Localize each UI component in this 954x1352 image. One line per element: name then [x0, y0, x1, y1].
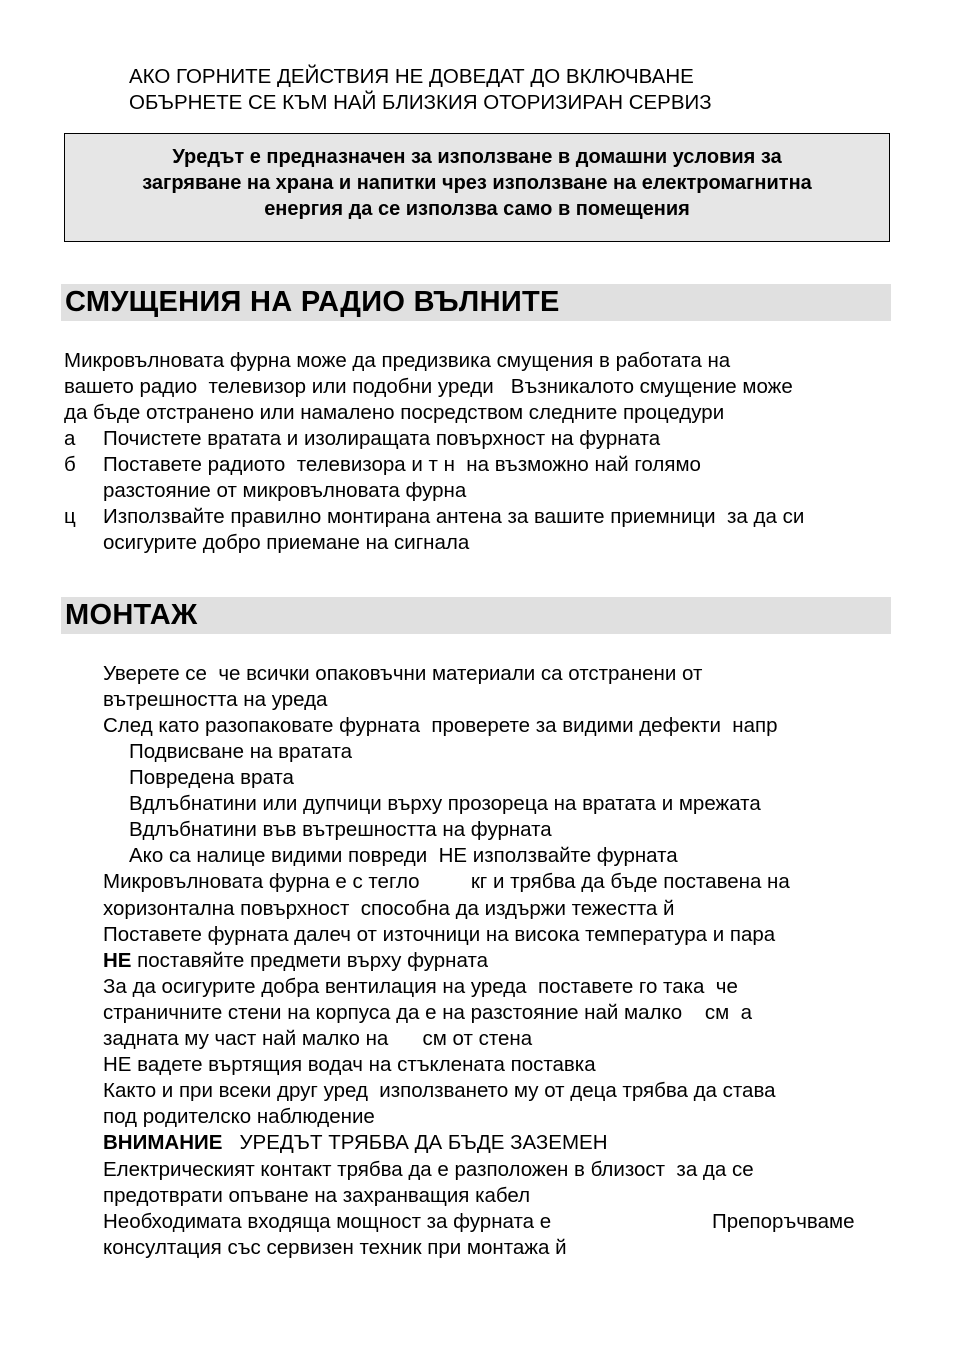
install-line-10: задната му част най малко на см от стена [103, 1027, 533, 1050]
install-line-4: Микровълновата фурна е с тегло кг и трябва да бъде поставена на [103, 870, 790, 893]
defect-item-5: Ако са налице видими повреди НЕ използвайте фурната [129, 844, 678, 867]
install-line-14 [103, 1130, 608, 1156]
install-line-18: консултация със сервизен техник при монтажа й [103, 1236, 567, 1259]
install-line-17a: Необходимата входяща мощност за фурната е [103, 1210, 552, 1233]
list-item-c-line-2: осигурите добро приемане на сигнала [103, 531, 470, 554]
defect-item-2: Повредена врата [129, 766, 294, 789]
list-item-b-line-2: разстояние от микровълновата фурна [103, 479, 467, 502]
usage-notice-line-3: енергия да се използва само в помещения [264, 198, 690, 220]
defect-item-4: Вдлъбнатини във вътрешността на фурната [129, 818, 552, 841]
install-line-16: предотврати опъване на захранващия кабел [103, 1184, 531, 1207]
warning-label: ВНИМАНИЕ [103, 1131, 223, 1154]
install-line-7-rest: поставяйте предмети върху фурната [131, 949, 489, 972]
radio-intro-line-3: да бъде отстранено или намалено посредством следните процедури [64, 401, 725, 424]
defect-item-3: Вдлъбнатини или дупчици върху прозореца на вратата и мрежата [129, 792, 761, 815]
warning-text: УРЕДЪТ ТРЯБВА ДА БЪДЕ ЗАЗЕМЕН [222, 1131, 608, 1154]
usage-notice-box [64, 133, 890, 242]
radio-intro-line-1: Микровълновата фурна може да предизвика смущения в работата на [64, 349, 731, 372]
defect-item-1: Подвисване на вратата [129, 740, 353, 763]
install-line-1: Уверете се че всички опаковъчни материали са отстранени от [103, 662, 703, 685]
install-line-17b: Препоръчваме [712, 1210, 855, 1233]
usage-notice-line-2: загряване на храна и напитки чрез използване на електромагнитна [142, 172, 812, 194]
section-heading-install: МОНТАЖ [65, 599, 198, 631]
list-marker-b: б [64, 453, 76, 476]
install-line-13: под родителско наблюдение [103, 1105, 375, 1128]
install-line-7-bold: НЕ [103, 949, 132, 972]
install-line-12: Както и при всеки друг уред използването му от деца трябва да става [103, 1079, 776, 1102]
install-line-7 [103, 948, 488, 974]
install-line-9: страничните стени на корпуса да е на разстояние най малко см а [103, 1001, 753, 1024]
section-heading-radio: СМУЩЕНИЯ НА РАДИО ВЪЛНИТЕ [65, 286, 560, 318]
install-line-2: вътрешността на уреда [103, 688, 328, 711]
install-line-5: хоризонтална повърхност способна да издържи тежестта й [103, 897, 675, 920]
list-marker-a: а [64, 427, 76, 450]
install-line-11: НЕ вадете въртящия водач на стъклената поставка [103, 1053, 596, 1076]
usage-notice-line-1: Уредът е предназначен за използване в домашни условия за [172, 146, 782, 168]
radio-intro-line-2: вашето радио телевизор или подобни уреди Възникалото смущение може [64, 375, 793, 398]
install-line-8: За да осигурите добра вентилация на уреда поставете го така че [103, 975, 738, 998]
install-line-6: Поставете фурната далеч от източници на висока температура и пара [103, 923, 776, 946]
list-item-c-line-1: Използвайте правилно монтирана антена за вашите приемници за да си [103, 505, 805, 528]
top-notice-line-2: ОБЪРНЕТЕ СЕ КЪМ НАЙ БЛИЗКИЯ ОТОРИЗИРАН СЕРВИЗ [129, 91, 712, 114]
install-line-15: Електрическият контакт трябва да е разположен в близост за да се [103, 1158, 754, 1181]
install-line-3: След като разопаковате фурната проверете за видими дефекти напр [103, 714, 778, 737]
list-marker-c: ц [64, 505, 76, 528]
list-item-b-line-1: Поставете радиото телевизора и т н на възможно най голямо [103, 453, 701, 476]
top-notice-line-1: АКО ГОРНИТЕ ДЕЙСТВИЯ НЕ ДОВЕДАТ ДО ВКЛЮЧВАНЕ [129, 65, 694, 88]
list-item-a-line-1: Почистете вратата и изолиращата повърхност на фурната [103, 427, 661, 450]
